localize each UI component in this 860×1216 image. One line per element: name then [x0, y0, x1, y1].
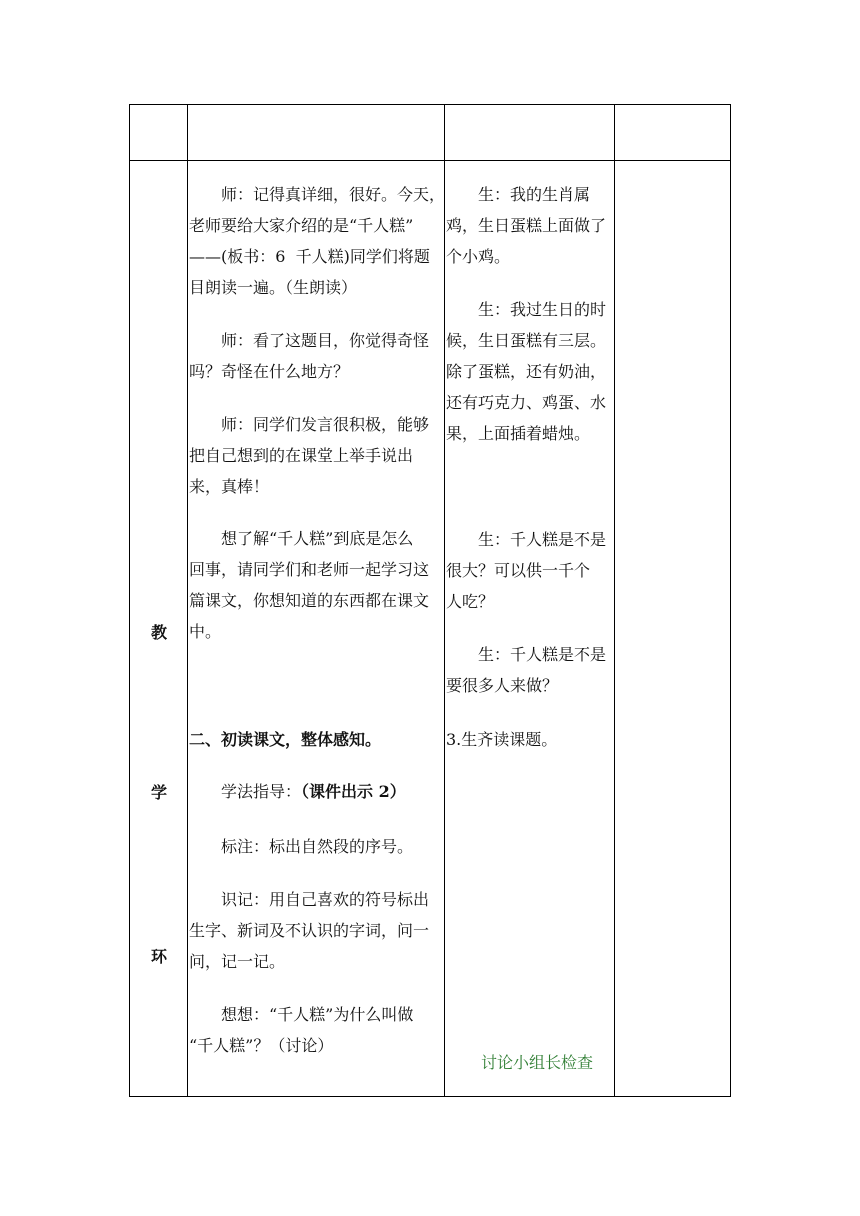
- text-line: 生：千人糕是不是: [478, 530, 607, 549]
- table-column-divider-1: [187, 104, 188, 1097]
- text-line: 来，真棒！: [189, 477, 270, 496]
- text-line: 师：记得真详细，很好。今天，: [221, 185, 446, 204]
- side-label-huan: 环: [151, 947, 168, 966]
- text-line: 要很多人来做？: [446, 676, 559, 695]
- text-line: 生：我过生日的时: [478, 300, 607, 319]
- table-border-left: [129, 104, 130, 1097]
- text-line: 回事，请同学们和老师一起学习这: [189, 560, 430, 579]
- text-line: 篇课文，你想知道的东西都在课文: [189, 591, 430, 610]
- text-line: 鸡，生日蛋糕上面做了: [446, 216, 607, 235]
- teacher-paragraph-1: [189, 179, 445, 303]
- side-label-xue: 学: [151, 783, 168, 802]
- text-line: 生：千人糕是不是: [478, 645, 607, 664]
- text-line: ——(板书：6 千人糕)同学们将题: [189, 247, 430, 266]
- teacher-paragraph-3: [189, 409, 429, 502]
- table-border-right: [730, 104, 731, 1097]
- courseware-note: （课件出示 2）: [301, 782, 406, 801]
- text-line: 个小鸡。: [446, 247, 511, 266]
- side-label-jiao: 教: [151, 623, 168, 642]
- study-guide-line: [221, 776, 406, 807]
- teacher-paragraph-2: [189, 325, 429, 387]
- text-line: 师：看了这题目，你觉得奇怪: [221, 331, 430, 350]
- student-response-2: [446, 294, 606, 449]
- text-line: 识记：用自己喜欢的符号标出: [221, 890, 430, 909]
- text-line: 把自己想到的在课堂上举手说出: [189, 446, 414, 465]
- text-line: “千人糕”？（讨论）: [189, 1036, 334, 1055]
- think-instruction: [189, 999, 413, 1061]
- text-line: 还有巧克力、鸡蛋、水: [446, 393, 607, 412]
- mark-instruction: 标注：标出自然段的序号。: [221, 837, 414, 856]
- table-border-top: [129, 104, 731, 105]
- text-line: 很大？可以供一千个: [446, 561, 591, 580]
- text-line: 问，记一记。: [189, 952, 286, 971]
- memorize-instruction: [189, 884, 429, 977]
- table-border-bottom: [129, 1096, 731, 1097]
- text-line: 候，生日蛋糕有三层。: [446, 331, 607, 350]
- text-line: 除了蛋糕，还有奶油，: [446, 362, 607, 381]
- student-response-5: 3.生齐读课题。: [446, 730, 558, 749]
- section-heading: 二、初读课文，整体感知。: [189, 730, 382, 749]
- table-header-divider: [129, 160, 731, 161]
- discussion-check-note: 讨论小组长检查: [481, 1053, 594, 1072]
- student-response-4: [446, 639, 606, 701]
- text-line: 想了解“千人糕”到底是怎么: [221, 529, 414, 548]
- student-response-3: [446, 524, 606, 617]
- table-column-divider-3: [614, 104, 615, 1097]
- student-response-1: [446, 179, 606, 272]
- text-line: 师：同学们发言很积极，能够: [221, 415, 430, 434]
- text-line: 想想：“千人糕”为什么叫做: [221, 1005, 414, 1024]
- text-line: 人吃？: [446, 592, 495, 611]
- study-guide-label: 学法指导：: [221, 782, 302, 801]
- text-line: 中。: [189, 622, 222, 641]
- teacher-paragraph-4: [189, 523, 429, 647]
- text-line: 果，上面插着蜡烛。: [446, 424, 591, 443]
- text-line: 老师要给大家介绍的是“千人糕”: [189, 216, 414, 235]
- text-line: 目朗读一遍。（生朗读）: [189, 278, 358, 297]
- text-line: 生：我的生肖属: [478, 185, 591, 204]
- text-line: 生字、新词及不认识的字词，问一: [189, 921, 430, 940]
- text-line: 吗？奇怪在什么地方？: [189, 362, 350, 381]
